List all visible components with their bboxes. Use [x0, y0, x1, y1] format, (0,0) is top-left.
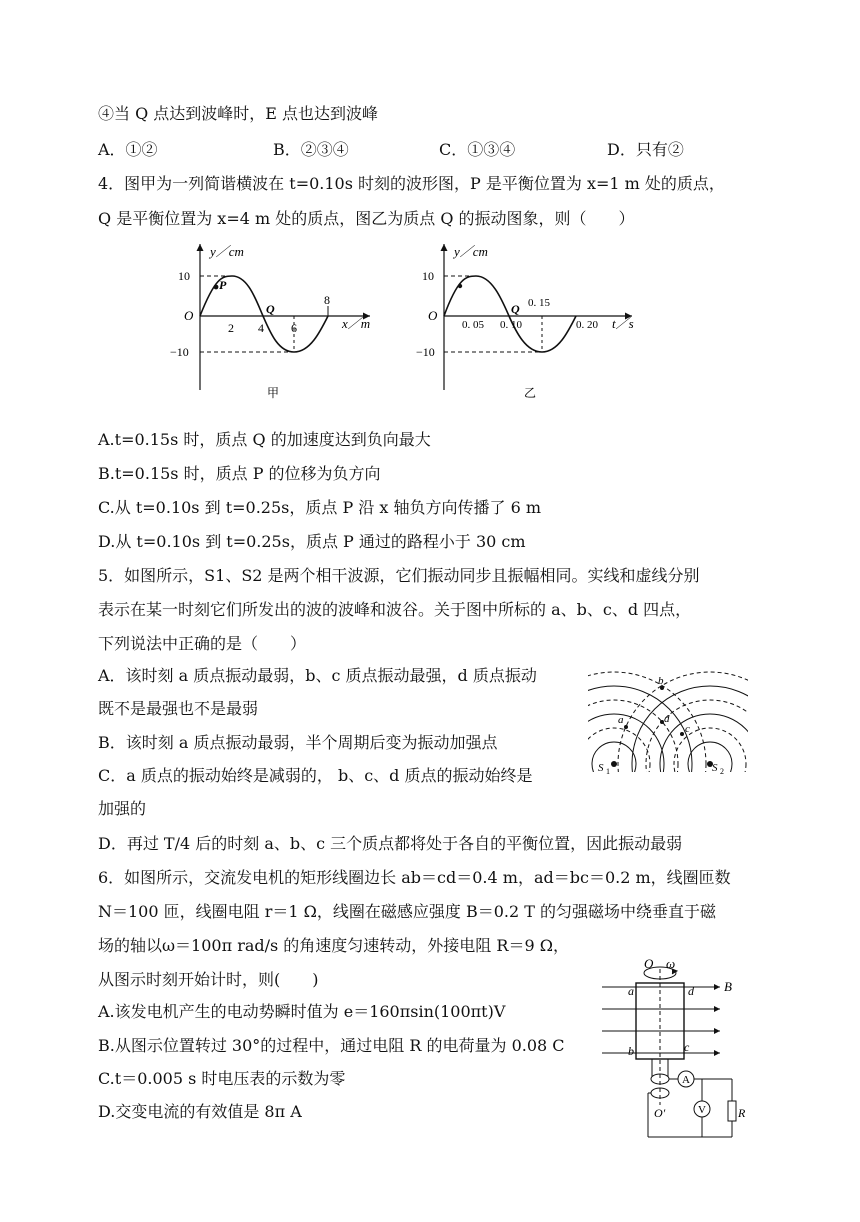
caption-yi: 乙: [524, 386, 537, 400]
label-s2-sub: 2: [720, 767, 724, 776]
y-tick-neg10: −10: [416, 345, 435, 359]
interference-diagram: [588, 668, 748, 780]
q6-stem-line2: N＝100 匝，线圈电阻 r＝1 Ω，线圈在磁感应强度 B＝0.2 T 的匀强磁场中绕垂直于磁: [98, 902, 717, 921]
q6-option-b: B.从图示位置转过 30°的过程中，通过电阻 R 的电荷量为 0.08 C: [98, 1036, 565, 1055]
label-a: a: [628, 984, 634, 998]
point-c: [680, 732, 684, 736]
origin-label: O: [184, 308, 194, 323]
source-s1: [611, 761, 617, 767]
q6-option-d: D.交变电流的有效值是 8π A: [98, 1102, 302, 1121]
x-tick-6: 6: [291, 321, 297, 335]
label-d: d: [664, 713, 670, 725]
t-axis-label: t／s: [612, 316, 634, 331]
label-a: a: [618, 714, 624, 726]
point-p: [214, 285, 219, 290]
q3-statement-4: ④当 Q 点达到波峰时，E 点也达到波峰: [98, 104, 379, 123]
q3-option-b: B．②③④: [273, 140, 349, 159]
point-a: [624, 725, 628, 729]
q5-stem-line3: 下列说法中正确的是（ ）: [98, 634, 307, 653]
t-tick-010: 0. 10: [500, 319, 522, 331]
q3-option-c: C．①③④: [439, 140, 516, 159]
label-o-prime: O′: [654, 1106, 666, 1120]
q5-option-c-line2: 加强的: [98, 799, 147, 818]
y-axis-label: y／cm: [454, 244, 488, 259]
q5-option-a-line2: 既不是最强也不是最弱: [98, 699, 259, 718]
y-tick-10: 10: [422, 269, 434, 283]
q5-stem-line2: 表示在某一时刻它们所发出的波的波峰和波谷。关于图中所标的 a、b、c、d 四点，: [98, 600, 692, 619]
label-c: c: [684, 1040, 690, 1054]
q5-option-c-line1: C．a 质点的振动始终是减弱的， b、c、d 质点的振动始终是: [98, 766, 533, 785]
y-axis-label: y／cm: [210, 244, 244, 259]
q-label: Q: [511, 302, 520, 316]
resistor: [728, 1101, 736, 1121]
q4-option-d: D.从 t=0.10s 到 t=0.25s，质点 P 通过的路程小于 30 cm: [98, 532, 526, 551]
q5-stem-line1: 5．如图所示，S1、S2 是两个相干波源，它们振动同步且振幅相同。实线和虚线分别: [98, 566, 700, 585]
ammeter-label: A: [682, 1074, 690, 1086]
q-label: Q: [266, 302, 275, 316]
label-s1-sub: 1: [606, 767, 610, 776]
label-omega: ω: [666, 956, 676, 971]
x-tick-4: 4: [258, 321, 264, 335]
caption-jia: 甲: [267, 386, 280, 400]
q6-stem-line4: 从图示时刻开始计时，则( ): [98, 970, 319, 989]
q6-stem-line3: 场的轴以ω＝100π rad/s 的角速度匀速转动，外接电阻 R＝9 Ω，: [98, 936, 569, 955]
q4-stem-line2: Q 是平衡位置为 x=4 m 处的质点，图乙为质点 Q 的振动图象，则（ ）: [98, 209, 635, 228]
label-b: b: [628, 1044, 634, 1058]
x-axis-label: x／m: [342, 316, 371, 331]
label-d: d: [688, 984, 694, 998]
x-tick-8: 8: [324, 293, 330, 307]
p-label: P: [219, 278, 227, 292]
generator-diagram: [596, 955, 756, 1140]
y-tick-10: 10: [178, 269, 190, 283]
label-c: c: [685, 723, 690, 735]
origin-label: O: [428, 308, 438, 323]
wave-graph-jia: [170, 240, 385, 402]
t-tick-005: 0. 05: [462, 319, 484, 331]
label-b: b: [658, 675, 664, 687]
q5-option-d: D．再过 T/4 后的时刻 a、b、c 三个质点都将处于各自的平衡位置，因此振动最弱: [98, 834, 683, 853]
x-tick-2: 2: [228, 321, 234, 335]
marked-point: [458, 284, 462, 288]
q4-stem-line1: 4．图甲为一列简谐横波在 t=0.10s 时刻的波形图，P 是平衡位置为 x=1 m 处的质点，: [98, 174, 725, 193]
label-s1: S: [598, 762, 604, 774]
q4-option-a: A.t=0.15s 时，质点 Q 的加速度达到负向最大: [98, 430, 431, 449]
label-o: O: [644, 956, 654, 971]
label-b-field: B: [724, 979, 732, 994]
voltmeter-label: V: [698, 1104, 706, 1116]
q6-option-a: A.该发电机产生的电动势瞬时值为 e＝160πsin(100πt)V: [98, 1002, 506, 1021]
q5-option-a-line1: A．该时刻 a 质点振动最弱，b、c 质点振动最强，d 质点振动: [98, 666, 537, 685]
q3-option-d: D．只有②: [607, 140, 684, 159]
label-s2: S: [712, 762, 718, 774]
q4-option-b: B.t=0.15s 时，质点 P 的位移为负方向: [98, 464, 381, 483]
t-tick-020: 0. 20: [576, 319, 598, 331]
t-tick-015: 0. 15: [528, 297, 550, 309]
q5-option-b: B．该时刻 a 质点振动最弱，半个周期后变为振动加强点: [98, 733, 498, 752]
q3-option-a: A．①②: [98, 140, 158, 159]
resistor-label: R: [738, 1106, 746, 1120]
q6-stem-line1: 6．如图所示，交流发电机的矩形线圈边长 ab＝cd＝0.4 m，ad＝bc＝0.2 m，线圈匝数: [98, 868, 731, 887]
y-tick-neg10: −10: [170, 345, 189, 359]
q4-option-c: C.从 t=0.10s 到 t=0.25s，质点 P 沿 x 轴负方向传播了 6 m: [98, 498, 542, 517]
vibration-graph-yi: [416, 240, 645, 402]
vibration-curve: [444, 276, 576, 352]
q6-option-c: C.t＝0.005 s 时电压表的示数为零: [98, 1069, 346, 1088]
